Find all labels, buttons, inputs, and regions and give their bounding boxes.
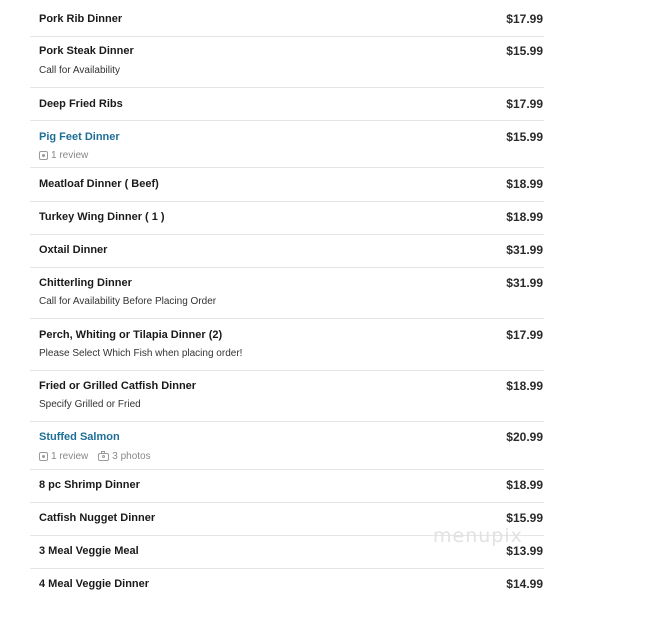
menu-item-note: Call for Availability: [39, 65, 120, 76]
menu-item-name: Perch, Whiting or Tilapia Dinner (2): [39, 329, 223, 341]
menu-item-price: $13.99: [506, 544, 543, 558]
menu-item-meta: [39, 451, 161, 462]
menu-item-price: $31.99: [506, 276, 543, 290]
menu-item-price: $15.99: [506, 130, 543, 144]
menu-item: [30, 168, 544, 202]
menu-item: [30, 371, 544, 422]
menu-item: [30, 202, 544, 235]
menu-item-price: $15.99: [506, 511, 543, 525]
menu-item: [30, 121, 544, 168]
review-icon: [39, 452, 48, 461]
reviews-link[interactable]: [39, 150, 88, 161]
menu-item-price: $15.99: [506, 44, 543, 58]
menu-item-price: $18.99: [506, 177, 543, 191]
menu-item-name: Deep Fried Ribs: [39, 98, 123, 110]
review-count: 1 review: [51, 451, 89, 462]
menu-item: [30, 268, 544, 319]
watermark-logo: menupix: [433, 525, 523, 547]
menu-item: [30, 37, 544, 88]
menu-item: [30, 3, 544, 37]
menu-item-name: Meatloaf Dinner ( Beef): [39, 178, 159, 190]
menu-item-price: $17.99: [506, 97, 543, 111]
reviews-link[interactable]: [39, 451, 88, 462]
menu-item: [30, 569, 544, 601]
menu-item-name-link[interactable]: Pig Feet Dinner: [39, 131, 120, 143]
menu-item-price: $20.99: [506, 430, 543, 444]
photo-count: 3 photos: [112, 451, 151, 462]
menu-item-name: 4 Meal Veggie Dinner: [39, 578, 150, 590]
menu-item-name: Pork Rib Dinner: [39, 13, 123, 25]
menu-item-name: Catfish Nugget Dinner: [39, 512, 156, 524]
camera-icon: [98, 453, 109, 461]
menu-item: [30, 235, 544, 268]
menu-item-name-link[interactable]: Stuffed Salmon: [39, 431, 120, 443]
menu-item: [30, 319, 544, 371]
menu-item-note: Specify Grilled or Fried: [39, 399, 141, 410]
photos-link[interactable]: [98, 451, 150, 462]
menu-item-price: $14.99: [506, 577, 543, 591]
menu-item-name: Chitterling Dinner: [39, 277, 132, 289]
menu-item: [30, 470, 544, 503]
menu-item-price: $18.99: [506, 210, 543, 224]
menu-item-price: $18.99: [506, 478, 543, 492]
menu-item-price: $17.99: [506, 328, 543, 342]
menu-item-name: Oxtail Dinner: [39, 244, 108, 256]
review-count: 1 review: [51, 150, 89, 161]
review-icon: [39, 151, 48, 160]
menu-item-name: Pork Steak Dinner: [39, 45, 134, 57]
menu-item-note: Call for Availability Before Placing Order: [39, 296, 217, 307]
menu-item-name: 8 pc Shrimp Dinner: [39, 479, 140, 491]
menu-item: [30, 422, 544, 470]
menu-item-price: $18.99: [506, 379, 543, 393]
menu-item-price: $17.99: [506, 12, 543, 26]
menu-item-name: Fried or Grilled Catfish Dinner: [39, 380, 197, 392]
menu-item: [30, 88, 544, 121]
menu-item-price: $31.99: [506, 243, 543, 257]
menu-item-name: 3 Meal Veggie Meal: [39, 545, 139, 557]
menu-item-note: Please Select Which Fish when placing order!: [39, 348, 243, 359]
menu-item-meta: [39, 150, 98, 161]
menu-item-name: Turkey Wing Dinner ( 1 ): [39, 211, 165, 223]
